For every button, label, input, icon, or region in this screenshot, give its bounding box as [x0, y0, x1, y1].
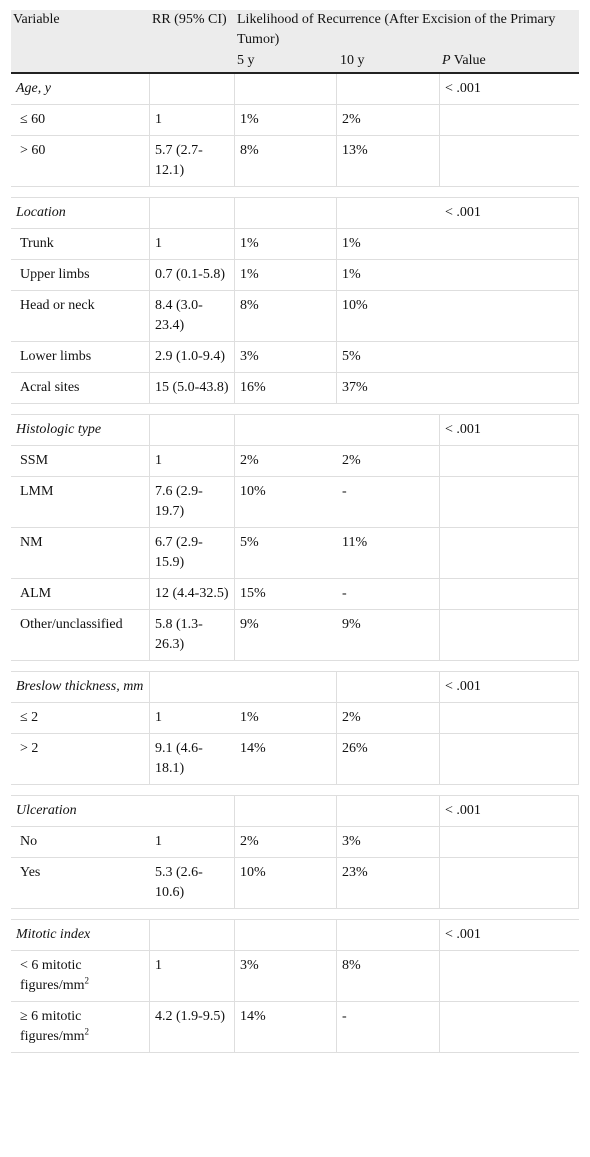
row-label-text: > 60 — [20, 143, 46, 158]
row-label-text: No — [20, 834, 38, 849]
empty-cell — [150, 672, 235, 703]
row-p-empty — [440, 260, 579, 291]
group-title: Ulceration — [11, 796, 150, 827]
group-spacer — [11, 187, 579, 198]
group-p-value: < .001 — [440, 672, 579, 703]
row-10y: 10% — [337, 291, 440, 342]
row-5y: 5% — [235, 528, 337, 579]
empty-cell — [150, 74, 235, 105]
row-5y: 3% — [235, 342, 337, 373]
row-5y: 1% — [235, 229, 337, 260]
row-5y: 2% — [235, 827, 337, 858]
row-label — [11, 291, 150, 342]
row-p-empty — [440, 105, 579, 136]
group-spacer — [11, 785, 579, 796]
row-rr: 1 — [150, 105, 235, 136]
row-label-text: SSM — [20, 453, 49, 468]
row-label — [11, 446, 150, 477]
row-label — [11, 373, 150, 404]
group-title: Mitotic index — [11, 920, 150, 951]
empty-cell — [337, 920, 440, 951]
row-label-text: NM — [20, 535, 43, 550]
empty-cell — [150, 796, 235, 827]
row-label-text: Trunk — [20, 236, 54, 251]
row-label-text: < 6 mitotic figures/mm — [20, 958, 85, 993]
row-rr: 0.7 (0.1-5.8) — [150, 260, 235, 291]
superscript: 2 — [84, 1026, 90, 1037]
row-label — [11, 528, 150, 579]
row-label-text: Other/unclassified — [20, 617, 123, 632]
row-rr: 1 — [150, 229, 235, 260]
row-p-empty — [440, 446, 579, 477]
row-label — [11, 260, 150, 291]
row-p-empty — [440, 579, 579, 610]
row-label — [11, 734, 150, 785]
row-rr: 1 — [150, 951, 235, 1002]
row-p-empty — [440, 610, 579, 661]
row-5y: 14% — [235, 734, 337, 785]
table-header — [11, 10, 579, 74]
row-p-empty — [440, 858, 579, 909]
row-5y: 9% — [235, 610, 337, 661]
row-label-text: Acral sites — [20, 380, 80, 395]
empty-cell — [235, 415, 337, 446]
row-10y: 9% — [337, 610, 440, 661]
row-rr: 5.7 (2.7-12.1) — [150, 136, 235, 187]
row-label-text: Yes — [20, 865, 41, 880]
row-rr: 1 — [150, 446, 235, 477]
row-rr: 5.3 (2.6-10.6) — [150, 858, 235, 909]
row-rr: 8.4 (3.0-23.4) — [150, 291, 235, 342]
row-10y: 13% — [337, 136, 440, 187]
row-label — [11, 703, 150, 734]
empty-cell — [337, 796, 440, 827]
group-p-value: < .001 — [440, 920, 579, 951]
empty-cell — [235, 672, 337, 703]
row-label — [11, 827, 150, 858]
row-10y: 1% — [337, 229, 440, 260]
row-p-empty — [440, 136, 579, 187]
row-label-text: Lower limbs — [20, 349, 92, 364]
row-rr: 2.9 (1.0-9.4) — [150, 342, 235, 373]
row-p-empty — [440, 342, 579, 373]
group-title: Age, y — [11, 74, 150, 105]
row-5y: 8% — [235, 291, 337, 342]
header-p-value — [442, 51, 486, 71]
header-rr: RR (95% CI) — [152, 12, 227, 27]
row-p-empty — [440, 291, 579, 342]
row-p-empty — [440, 528, 579, 579]
row-5y: 1% — [235, 105, 337, 136]
row-10y: 1% — [337, 260, 440, 291]
row-10y: - — [337, 1002, 440, 1053]
row-5y: 14% — [235, 1002, 337, 1053]
row-label-text: > 2 — [20, 741, 39, 756]
row-label — [11, 1002, 150, 1053]
row-p-empty — [440, 373, 579, 404]
row-label — [11, 858, 150, 909]
row-5y: 8% — [235, 136, 337, 187]
group-spacer — [11, 909, 579, 920]
row-10y: - — [337, 579, 440, 610]
group-p-value: < .001 — [440, 796, 579, 827]
empty-cell — [337, 198, 440, 229]
row-label — [11, 229, 150, 260]
superscript: 2 — [84, 975, 90, 986]
row-label — [11, 342, 150, 373]
empty-cell — [337, 415, 440, 446]
row-5y: 10% — [235, 858, 337, 909]
header-likelihood: Likelihood of Recurrence (After Excision of the Primary Tumor) — [237, 12, 556, 47]
table-body — [11, 74, 579, 1053]
row-5y: 16% — [235, 373, 337, 404]
header-variable: Variable — [13, 12, 60, 27]
row-label-text: ≥ 6 mitotic figures/mm — [20, 1009, 85, 1044]
header-10y: 10 y — [340, 53, 365, 68]
row-label-text: Upper limbs — [20, 267, 90, 282]
row-p-empty — [440, 229, 579, 260]
row-rr: 1 — [150, 827, 235, 858]
empty-cell — [150, 198, 235, 229]
row-label-text: ALM — [20, 586, 52, 601]
group-p-value: < .001 — [440, 74, 579, 105]
row-5y: 15% — [235, 579, 337, 610]
row-rr: 9.1 (4.6-18.1) — [150, 734, 235, 785]
row-5y: 10% — [235, 477, 337, 528]
row-rr: 6.7 (2.9-15.9) — [150, 528, 235, 579]
row-label-text: Head or neck — [20, 298, 95, 313]
row-rr: 1 — [150, 703, 235, 734]
row-10y: 23% — [337, 858, 440, 909]
row-label — [11, 136, 150, 187]
row-label — [11, 579, 150, 610]
row-label-text: ≤ 2 — [20, 710, 39, 725]
row-p-empty — [440, 734, 579, 785]
empty-cell — [235, 796, 337, 827]
row-label-text: LMM — [20, 484, 54, 499]
empty-cell — [337, 74, 440, 105]
row-10y: 8% — [337, 951, 440, 1002]
row-label — [11, 610, 150, 661]
row-10y: 2% — [337, 703, 440, 734]
row-rr: 4.2 (1.9-9.5) — [150, 1002, 235, 1053]
empty-cell — [337, 672, 440, 703]
group-title: Breslow thickness, mm — [11, 672, 150, 703]
row-rr: 12 (4.4-32.5) — [150, 579, 235, 610]
row-5y: 3% — [235, 951, 337, 1002]
row-p-empty — [440, 703, 579, 734]
row-10y: 26% — [337, 734, 440, 785]
header-p-rest: Value — [450, 53, 486, 68]
group-spacer — [11, 661, 579, 672]
row-p-empty — [440, 827, 579, 858]
empty-cell — [150, 920, 235, 951]
row-p-empty — [440, 1002, 579, 1053]
row-5y: 1% — [235, 703, 337, 734]
group-spacer — [11, 404, 579, 415]
row-10y: 2% — [337, 446, 440, 477]
row-label — [11, 951, 150, 1002]
row-label-text: ≤ 60 — [20, 112, 46, 127]
row-rr: 7.6 (2.9-19.7) — [150, 477, 235, 528]
group-title: Location — [11, 198, 150, 229]
row-p-empty — [440, 477, 579, 528]
row-10y: 2% — [337, 105, 440, 136]
row-10y: 3% — [337, 827, 440, 858]
group-title: Histologic type — [11, 415, 150, 446]
row-label — [11, 105, 150, 136]
row-label — [11, 477, 150, 528]
recurrence-table — [11, 10, 579, 1053]
row-5y: 1% — [235, 260, 337, 291]
row-10y: - — [337, 477, 440, 528]
empty-cell — [235, 198, 337, 229]
row-p-empty — [440, 951, 579, 1002]
row-5y: 2% — [235, 446, 337, 477]
empty-cell — [150, 415, 235, 446]
row-rr: 15 (5.0-43.8) — [150, 373, 235, 404]
row-10y: 5% — [337, 342, 440, 373]
header-5y: 5 y — [237, 53, 255, 68]
group-p-value: < .001 — [440, 198, 579, 229]
group-p-value: < .001 — [440, 415, 579, 446]
row-rr: 5.8 (1.3-26.3) — [150, 610, 235, 661]
header-p-italic: P — [442, 53, 451, 68]
row-10y: 11% — [337, 528, 440, 579]
empty-cell — [235, 920, 337, 951]
empty-cell — [235, 74, 337, 105]
row-10y: 37% — [337, 373, 440, 404]
